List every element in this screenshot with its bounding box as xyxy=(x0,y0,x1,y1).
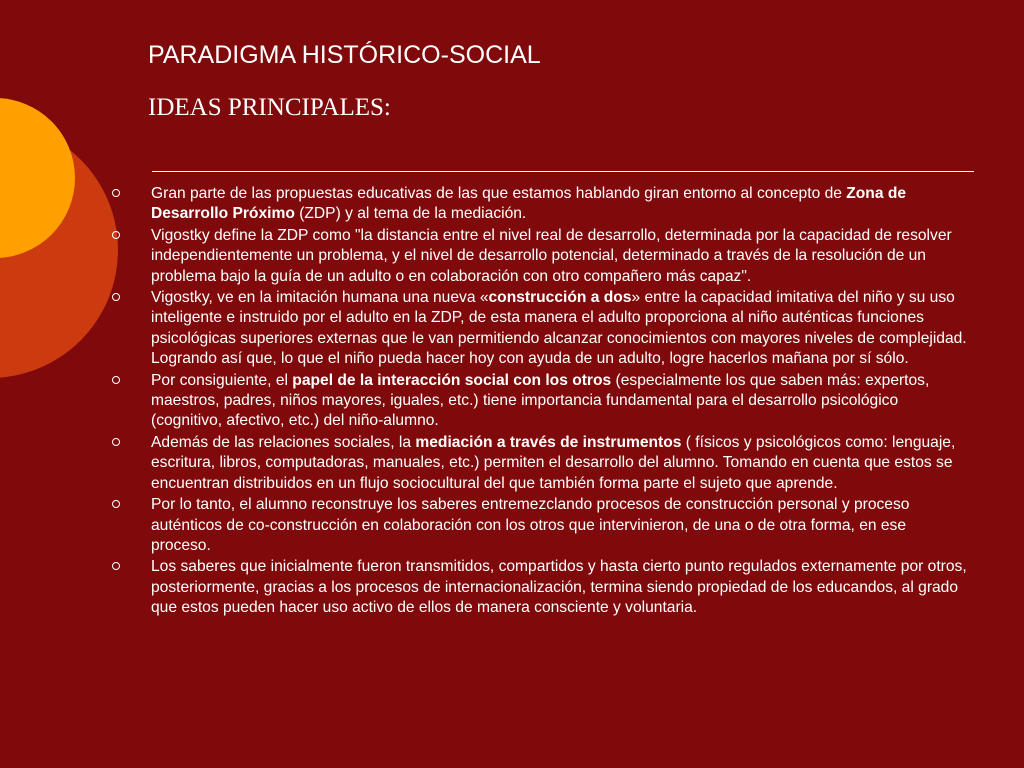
bullet-circle-icon xyxy=(112,500,120,508)
bullet-text xyxy=(151,558,967,616)
bullet-text-run: Además de las relaciones sociales, la xyxy=(151,433,416,451)
bullet-item xyxy=(110,184,970,225)
bullet-text xyxy=(151,372,929,430)
bullet-circle-icon xyxy=(112,231,120,239)
slide-title: PARADIGMA HISTÓRICO-SOCIAL xyxy=(148,41,541,69)
bullet-text-run: Vigostky define la ZDP como "la distancia entre el nivel real de desarrollo, determinada por la capacidad de resolver independientemente un problema, y el nivel de desarrollo potencial, determinado a través de la resolución de un problema bajo la guía de un adulto o en colaboración con otro compañero más capaz". xyxy=(151,226,952,285)
bullet-item xyxy=(110,433,970,494)
bullet-item xyxy=(110,288,970,370)
bullet-text-run: » entre la capacidad imitativa del niño y su uso inteligente e instruido por el adulto en la ZDP, de esta manera el adulto proporciona al niño auténticas funciones psicológicas superiores externas que le van permitiendo alcanzar conocimientos con mayores niveles de complejidad. Logrando así que, lo que el niño pueda hacer hoy con ayuda de un adulto, logre hacerlos mañana por sí sólo. xyxy=(151,289,967,368)
bullet-circle-icon xyxy=(112,438,120,446)
bullet-circle-icon xyxy=(112,562,120,570)
bullet-item xyxy=(110,495,970,556)
bullet-text-run: (especialmente los que saben más: expertos, maestros, padres, niños mayores, iguales, etc.) tiene importancia fundamental para el desarrollo psicológico (cognitivo, afectivo, etc.) del niño-alumno. xyxy=(151,371,930,430)
bullet-text-run: Los saberes que inicialmente fueron transmitidos, compartidos y hasta cierto punto regulados externamente por otros, posteriormente, gracias a los procesos de internacionalización, termina siendo propiedad de los educandos, al grado que estos pueden hacer uso activo de ellos de manera consciente y voluntaria. xyxy=(151,558,967,617)
bullet-text-run: Gran parte de las propuestas educativas de las que estamos hablando giran entorno al concepto de xyxy=(151,185,847,202)
bullet-item xyxy=(110,371,970,432)
slide-subtitle: IDEAS PRINCIPALES: xyxy=(148,94,391,121)
bullet-list xyxy=(110,184,970,620)
bullet-circle-icon xyxy=(112,293,120,301)
bullet-text xyxy=(151,185,906,222)
bullet-text xyxy=(151,434,955,492)
bullet-circle-icon xyxy=(112,189,120,197)
bullet-text-run: Por consiguiente, el xyxy=(151,371,293,389)
bullet-text xyxy=(151,496,909,554)
bullet-emphasis: papel de la interacción social con los otros xyxy=(292,371,612,389)
bullet-emphasis: Zona de Desarrollo Próximo xyxy=(151,185,907,223)
bullet-text xyxy=(151,227,952,285)
bullet-emphasis: construcción a dos xyxy=(488,289,632,307)
bullet-text-run: (ZDP) y al tema de la mediación. xyxy=(294,205,527,223)
bullet-item xyxy=(110,557,970,618)
title-divider xyxy=(152,171,974,172)
bullet-emphasis: mediación a través de instrumentos xyxy=(415,433,682,451)
bullet-item xyxy=(110,226,970,287)
bullet-text-run: Por lo tanto, el alumno reconstruye los saberes entremezclando procesos de construcción personal y proceso auténticos de co-construcción en colaboración con los otros que intervinieron, de una o de otra forma, en ese proceso. xyxy=(151,496,910,554)
bullet-text xyxy=(151,289,967,367)
bullet-text-run: ( físicos y psicológicos como: lenguaje, escritura, libros, computadoras, manuales, etc.) permiten el desarrollo del alumno. Tomando en cuenta que estos se encuentran distribuidos en un flujo sociocultural del que también forma parte el sujeto que aprende. xyxy=(151,433,956,492)
bullet-text-run: Vigostky, ve en la imitación humana una nueva « xyxy=(151,289,489,307)
bullet-circle-icon xyxy=(112,376,120,384)
